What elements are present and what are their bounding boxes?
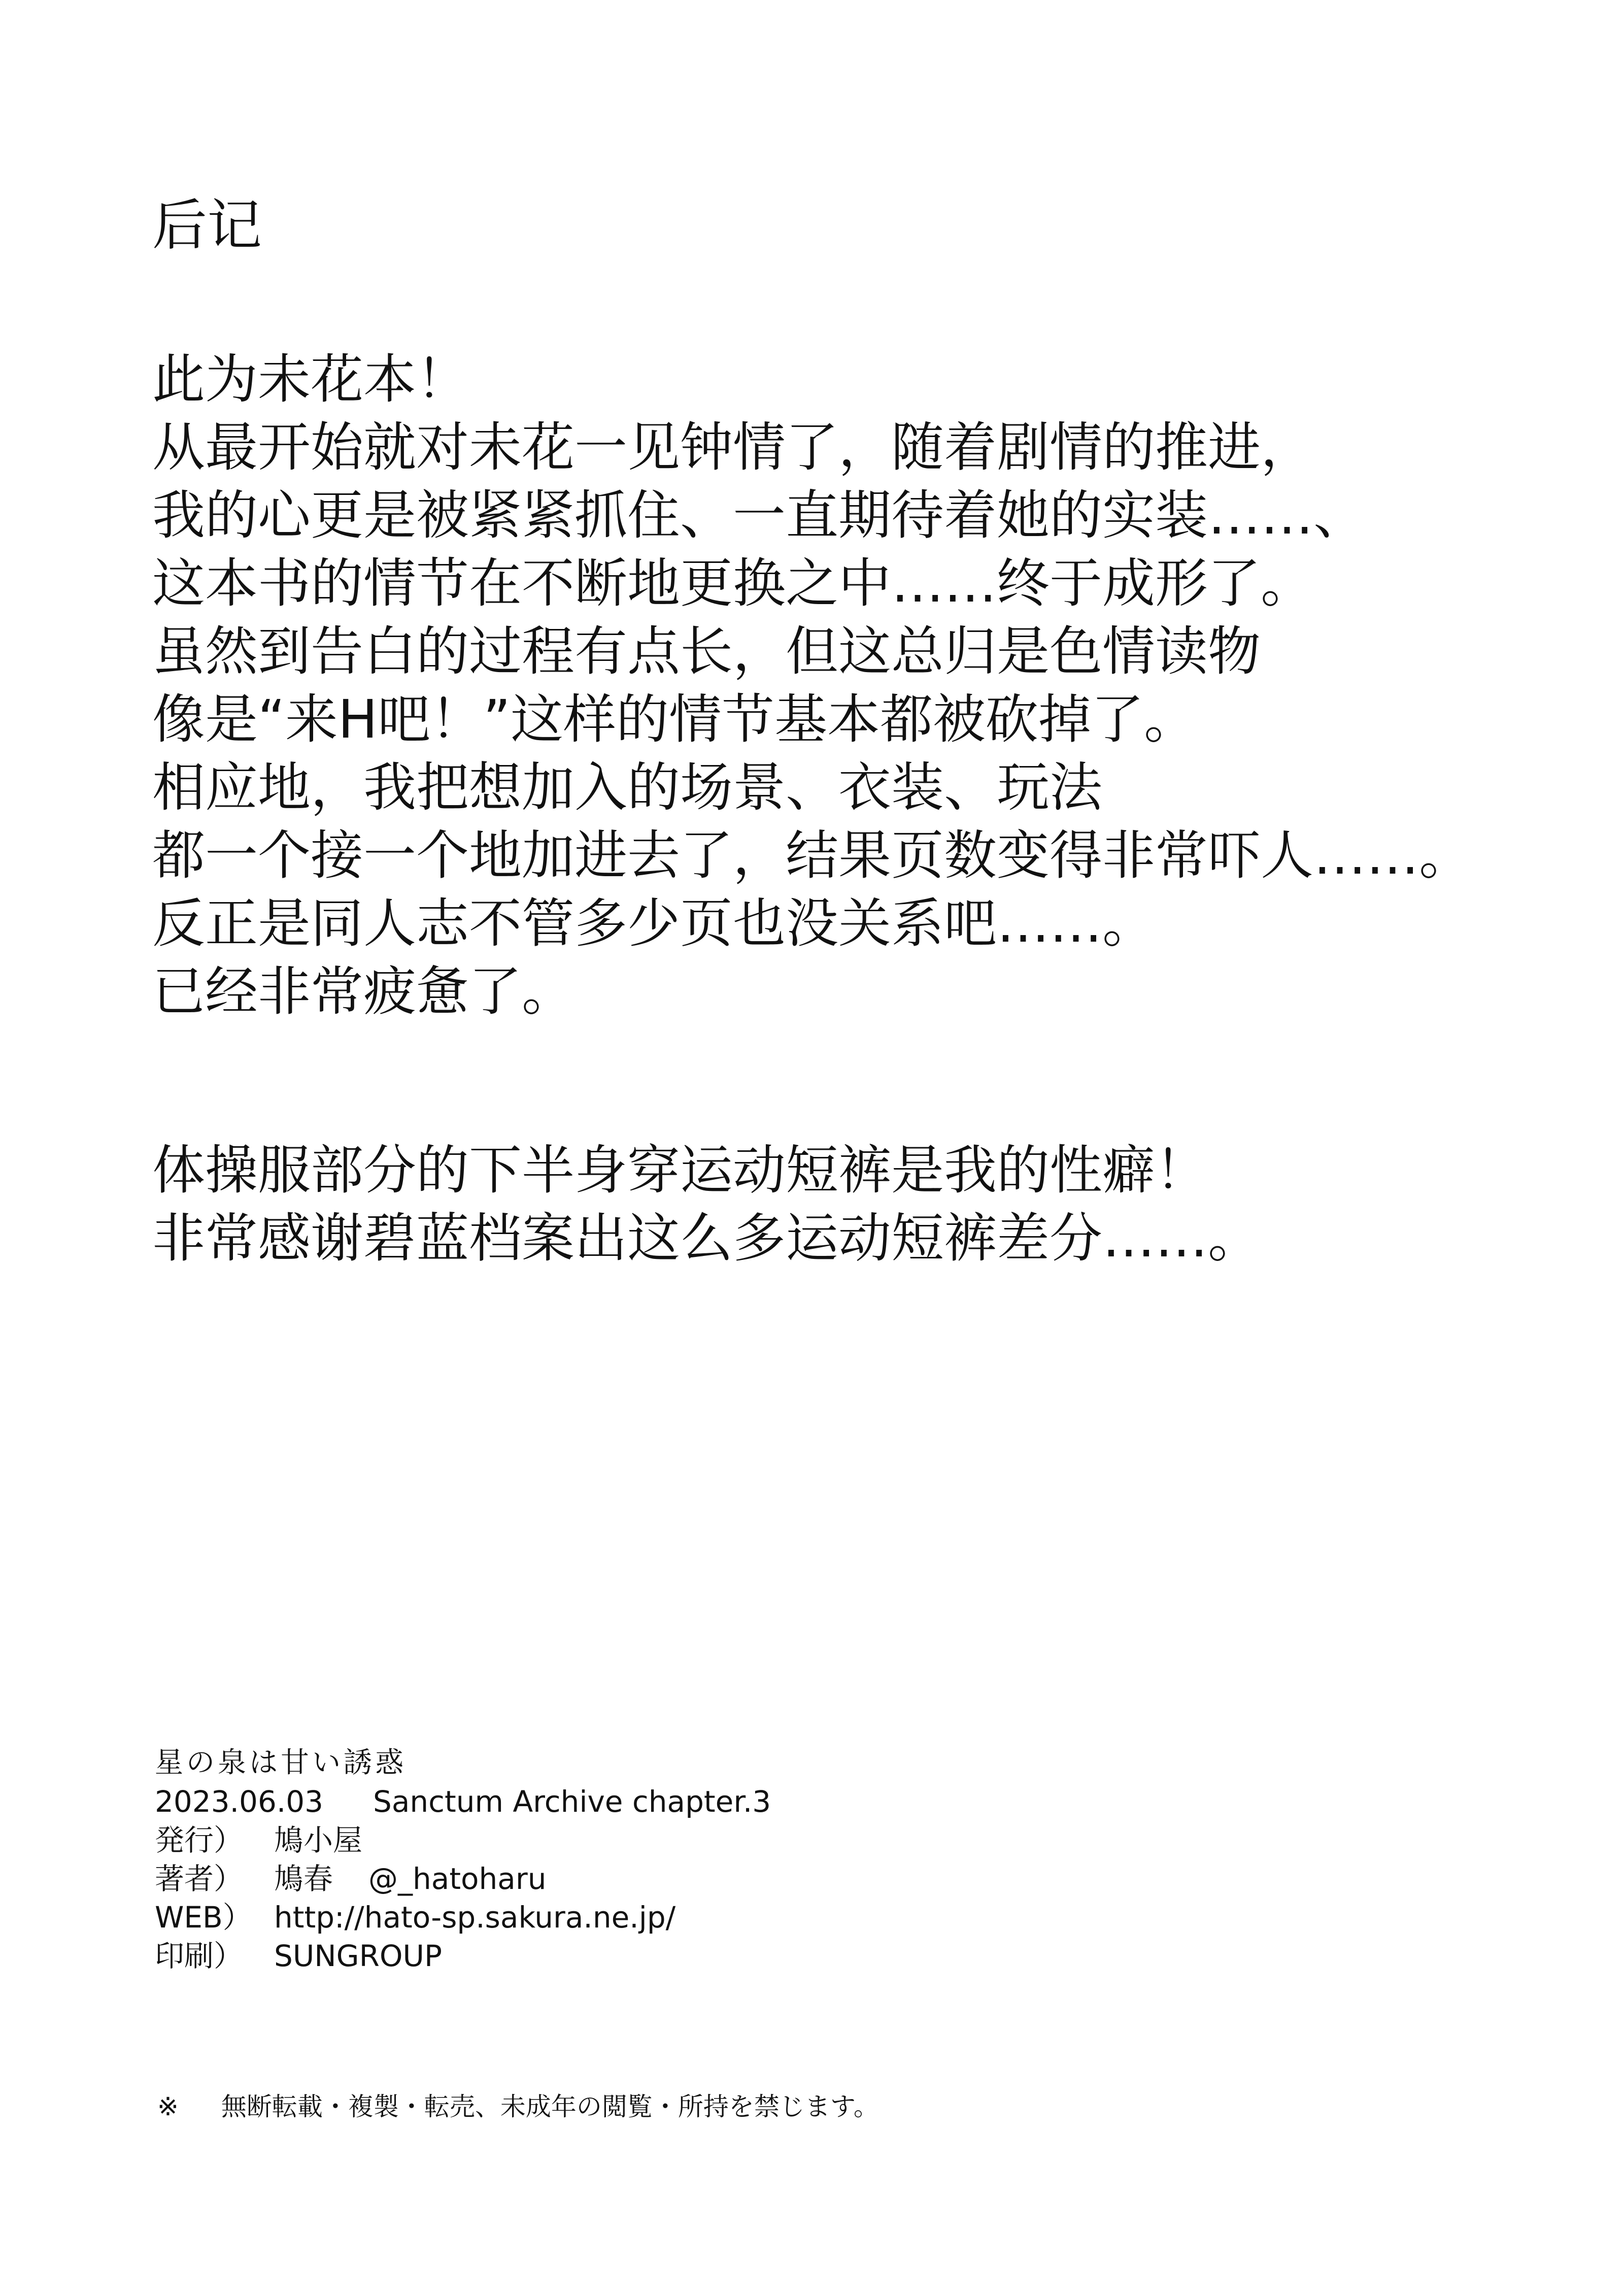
afterword-section: [152, 188, 1573, 1272]
afterword-paragraph-2: [152, 1136, 1573, 1272]
afterword-title: 后记: [152, 194, 262, 257]
afterword-paragraph-1: [152, 345, 1573, 1025]
web-label: WEB）: [155, 1900, 252, 1935]
notice-text: 無断転載・複製・転売、未成年の閲覧・所持を禁じます。: [221, 2092, 879, 2121]
spacer: [333, 1859, 368, 1898]
afterword-line: 这本书的情节在不断地更换之中……终于成形了。: [152, 552, 1314, 614]
afterword-line: 此为未花本！: [152, 348, 469, 410]
afterword-line: 已经非常疲惫了。: [152, 960, 575, 1022]
afterword-line: 虽然到告白的过程有点长，但这总归是色情读物: [152, 620, 1261, 682]
afterword-line: 从最开始就对未花一见钟情了，随着剧情的推进，: [152, 416, 1314, 478]
series-name: Sanctum Archive chapter.3: [373, 1784, 771, 1819]
colophon-date-row: [155, 1782, 1474, 1821]
colophon-author-row: [155, 1859, 1474, 1898]
afterword-line: 反正是同人志不管多少页也没关系吧……。: [152, 892, 1156, 954]
author-handle: @_hatoharu: [368, 1861, 547, 1896]
afterword-line: 像是“来H吧！”这样的情节基本都被砍掉了。: [152, 688, 1197, 750]
afterword-line: 体操服部分的下半身穿运动短裤是我的性癖！: [152, 1139, 1208, 1201]
colophon-publisher-row: [155, 1821, 1474, 1859]
work-title: 星の泉は甘い誘惑: [155, 1746, 407, 1779]
publisher-name: 鳩小屋: [274, 1823, 363, 1857]
copyright-notice: [157, 2089, 1477, 2124]
colophon-title-row: [155, 1744, 1474, 1782]
publisher-label: 発行）: [155, 1823, 244, 1857]
colophon-web-row: [155, 1898, 1474, 1937]
colophon-printer-row: [155, 1937, 1474, 1975]
web-url: http://hato-sp.sakura.ne.jp/: [274, 1900, 676, 1935]
colophon: [155, 1744, 1474, 1975]
printer-name: SUNGROUP: [274, 1939, 442, 1973]
afterword-line: 都一个接一个地加进去了，结果页数变得非常吓人……。: [152, 824, 1472, 886]
reference-mark-icon: ※: [157, 2092, 179, 2121]
afterword-line: 我的心更是被紧紧抓住、一直期待着她的实装……、: [152, 484, 1367, 546]
publication-date: 2023.06.03: [155, 1784, 324, 1819]
printer-label: 印刷）: [155, 1939, 244, 1973]
author-name: 鳩春: [274, 1861, 333, 1896]
afterword-line: 相应地，我把想加入的场景、衣装、玩法: [152, 756, 1103, 818]
afterword-line: 非常感谢碧蓝档案出这么多运动短裤差分……。: [152, 1207, 1261, 1269]
author-label: 著者）: [155, 1861, 244, 1896]
